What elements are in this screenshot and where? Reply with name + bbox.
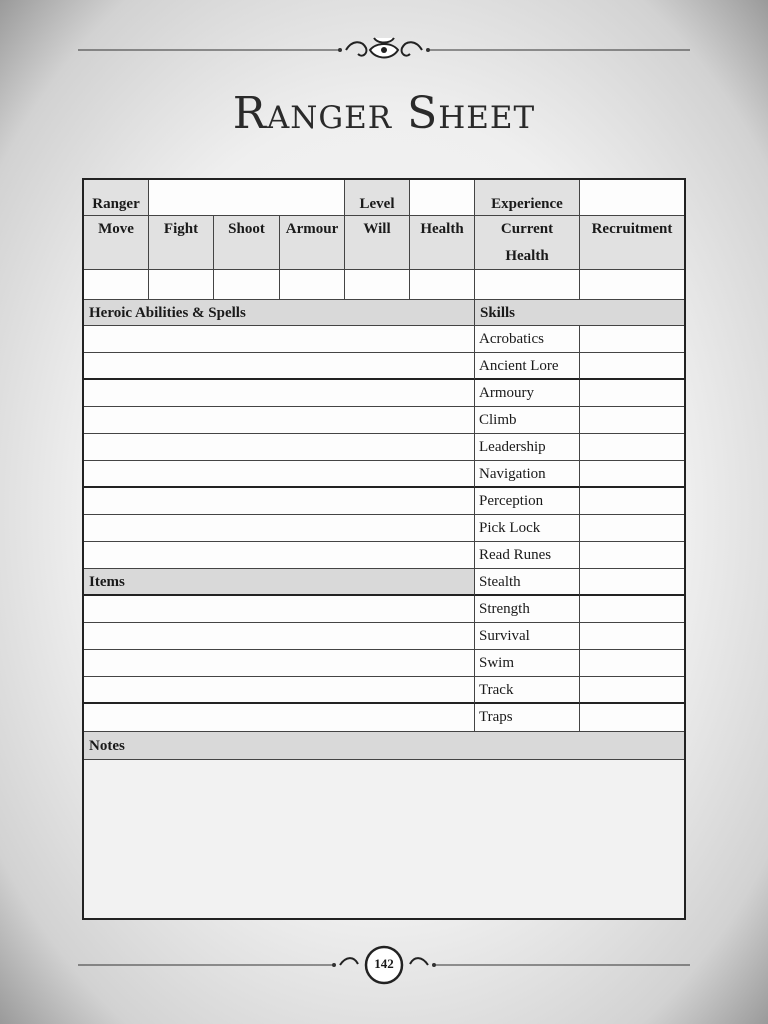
heroic-ability-row[interactable] bbox=[84, 326, 475, 353]
skill-label-navigation: Navigation bbox=[475, 461, 580, 488]
heroic-ability-row[interactable] bbox=[84, 461, 475, 488]
stat-header-armour: Armour bbox=[280, 216, 345, 270]
heroic-ability-row[interactable] bbox=[84, 488, 475, 515]
item-row[interactable] bbox=[84, 596, 475, 623]
skill-value-swim[interactable] bbox=[580, 650, 684, 677]
stat-fight-field[interactable] bbox=[149, 270, 214, 300]
skill-label-stealth: Stealth bbox=[475, 569, 580, 596]
experience-field[interactable] bbox=[580, 180, 684, 216]
stat-will-field[interactable] bbox=[345, 270, 410, 300]
skill-label-survival: Survival bbox=[475, 623, 580, 650]
skill-value-acrobatics[interactable] bbox=[580, 326, 684, 353]
items-header: Items bbox=[84, 569, 475, 596]
skill-value-pick-lock[interactable] bbox=[580, 515, 684, 542]
heroic-ability-row[interactable] bbox=[84, 407, 475, 434]
stat-header-fight: Fight bbox=[149, 216, 214, 270]
stat-header-health: Health bbox=[410, 216, 475, 270]
heroic-ability-row[interactable] bbox=[84, 353, 475, 380]
item-row[interactable] bbox=[84, 623, 475, 650]
heroic-ability-row[interactable] bbox=[84, 542, 475, 569]
skill-label-read-runes: Read Runes bbox=[475, 542, 580, 569]
skill-value-read-runes[interactable] bbox=[580, 542, 684, 569]
heroic-ability-row[interactable] bbox=[84, 515, 475, 542]
stat-header-recruitment: Recruitment bbox=[580, 216, 684, 270]
stat-shoot-field[interactable] bbox=[214, 270, 280, 300]
skill-value-perception[interactable] bbox=[580, 488, 684, 515]
heroic-ability-row[interactable] bbox=[84, 380, 475, 407]
item-row[interactable] bbox=[84, 704, 475, 732]
top-ornament bbox=[78, 34, 690, 66]
stat-header-shoot: Shoot bbox=[214, 216, 280, 270]
skill-value-traps[interactable] bbox=[580, 704, 684, 732]
stat-health-field[interactable] bbox=[410, 270, 475, 300]
ranger-name-field[interactable] bbox=[149, 180, 345, 216]
skill-value-climb[interactable] bbox=[580, 407, 684, 434]
skill-value-armoury[interactable] bbox=[580, 380, 684, 407]
skills-header: Skills bbox=[475, 300, 684, 326]
skill-value-stealth[interactable] bbox=[580, 569, 684, 596]
heroic-ability-row[interactable] bbox=[84, 434, 475, 461]
skill-label-perception: Perception bbox=[475, 488, 580, 515]
skill-value-navigation[interactable] bbox=[580, 461, 684, 488]
notes-header: Notes bbox=[84, 732, 684, 760]
heroic-abilities-header: Heroic Abilities & Spells bbox=[84, 300, 475, 326]
level-label: Level bbox=[345, 180, 410, 216]
skill-label-acrobatics: Acrobatics bbox=[475, 326, 580, 353]
skill-label-swim: Swim bbox=[475, 650, 580, 677]
skill-value-track[interactable] bbox=[580, 677, 684, 704]
skill-value-ancient-lore[interactable] bbox=[580, 353, 684, 380]
skill-value-survival[interactable] bbox=[580, 623, 684, 650]
skill-label-climb: Climb bbox=[475, 407, 580, 434]
skill-label-track: Track bbox=[475, 677, 580, 704]
experience-label: Experience bbox=[475, 180, 580, 216]
ranger-sheet-form bbox=[82, 178, 686, 920]
page-title: Ranger Sheet bbox=[232, 88, 536, 139]
stat-move-field[interactable] bbox=[84, 270, 149, 300]
skill-value-strength[interactable] bbox=[580, 596, 684, 623]
stat-armour-field[interactable] bbox=[280, 270, 345, 300]
skill-label-armoury: Armoury bbox=[475, 380, 580, 407]
skill-label-leadership: Leadership bbox=[475, 434, 580, 461]
notes-field[interactable] bbox=[84, 760, 684, 918]
stat-recruitment-field[interactable] bbox=[580, 270, 684, 300]
skill-label-strength: Strength bbox=[475, 596, 580, 623]
page-number: 142 bbox=[374, 956, 394, 971]
level-field[interactable] bbox=[410, 180, 475, 216]
item-row[interactable] bbox=[84, 677, 475, 704]
item-row[interactable] bbox=[84, 650, 475, 677]
skill-value-leadership[interactable] bbox=[580, 434, 684, 461]
skill-label-ancient-lore: Ancient Lore bbox=[475, 353, 580, 380]
stat-header-current-health: Current Health bbox=[475, 216, 580, 270]
stat-header-will: Will bbox=[345, 216, 410, 270]
skill-label-pick-lock: Pick Lock bbox=[475, 515, 580, 542]
stat-header-move: Move bbox=[84, 216, 149, 270]
ranger-label: Ranger bbox=[84, 180, 149, 216]
stat-current-health-field[interactable] bbox=[475, 270, 580, 300]
skill-label-traps: Traps bbox=[475, 704, 580, 732]
